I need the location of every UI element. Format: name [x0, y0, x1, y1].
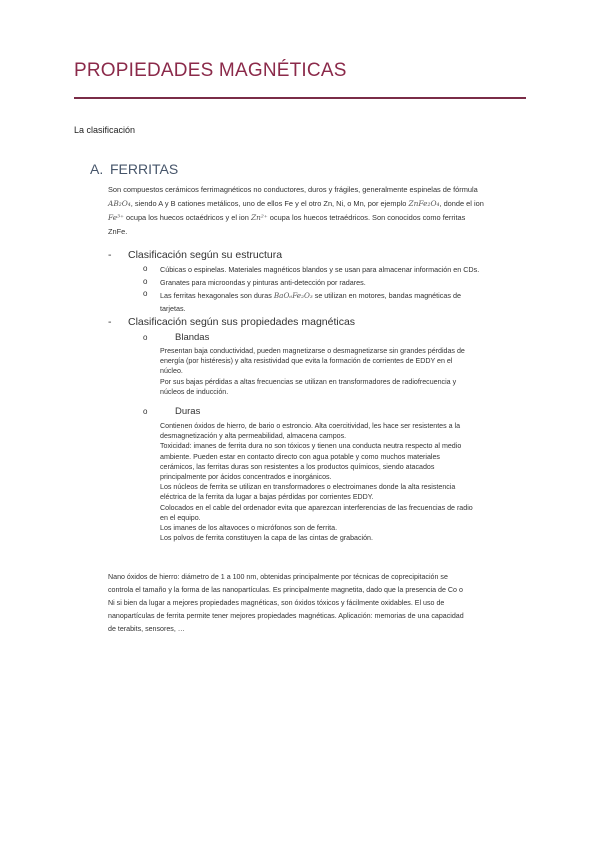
blandas-body [160, 346, 530, 397]
list-item-cubicas: Cúbicas o espinelas. Materiales magnéticos blandos y se usan para almacenar información en CDs. [160, 265, 480, 274]
intro-line-2-mid: , siendo A y B cationes metálicos, uno de ellos Fe y el otro Zn, Ni, o Mn, por ejemplo [130, 199, 407, 208]
intro-line-2 [108, 197, 528, 211]
intro-line-4: ZnFe. [108, 227, 128, 236]
bullet-marker: o [143, 277, 148, 286]
body-line: desmagnetización y alta permeabilidad, almacena campos. [160, 432, 347, 441]
body-line: cerámicos, las ferritas duras son resistentes a los productos químicos, siendo atacados [160, 462, 435, 471]
nano-paragraph [108, 571, 533, 636]
list-item-text-line2: tarjetas. [160, 304, 186, 313]
nano-line: de terabits, sensores, … [108, 625, 185, 633]
subtitle: La clasificación [74, 125, 136, 135]
body-line: Por sus bajas pérdidas a altas frecuencias se utilizan en transformadores de radiofrecuencia y [160, 377, 457, 386]
list-item-text-pre: Las ferritas hexagonales son duras [160, 291, 272, 300]
intro-line-3-end: ocupa los huecos tetraédricos. Son conocidos como ferritas [269, 213, 466, 222]
title-divider [74, 97, 526, 99]
body-line: Presentan baja conductividad, pueden magnetizarse o desmagnetizarse sin grandes pérdidas de [160, 347, 465, 355]
formula-fe3: Fe³⁺ [108, 213, 124, 222]
nano-line: nanopartículas de ferrita permite tener mejores propiedades magnéticas. Aplicación: memorias de una capacidad [108, 612, 464, 620]
nano-line: Ni si bien da lugar a mejores propiedades magnéticas, son óxidos tóxicos y fácilmente oxidables. El uso de [108, 599, 445, 607]
list-item-hexagonales [160, 289, 540, 315]
formula-ab2o4: AB₂O₄ [108, 199, 131, 208]
body-line: eléctrica de la ferrita da lugar a bajas pérdidas por corrientes EDDY. [160, 493, 374, 502]
intro-line-2-end: , donde el ion [439, 199, 484, 208]
formula-znfe2o4: ZnFe₂O₄ [408, 199, 440, 208]
body-line: Los núcleos de ferrita se utilizan en transformadores o electroimanes donde la alta resistencia [160, 483, 456, 492]
bullet-marker: o [143, 289, 148, 298]
dash-marker: - [108, 249, 112, 261]
heading-clasificacion-magneticas [108, 316, 355, 328]
intro-line-1: Son compuestos cerámicos ferrimagnéticos no conductores, duros y frágiles, generalmente espinelas de fórmula [108, 185, 478, 194]
body-line: Contienen óxidos de hierro, de bario o estroncio. Alta coercitividad, les hace ser resistentes a la [160, 422, 461, 430]
body-line: núcleos de inducción. [160, 387, 229, 396]
body-line: Los polvos de ferrita constituyen la capa de las cintas de grabación. [160, 534, 373, 543]
nano-line: controla el tamaño y la forma de las nanopartículas. Es principalmente magnetita, dado que la presencia de Co o [108, 586, 463, 594]
body-line: núcleo. [160, 367, 183, 376]
heading-clasificacion-estructura [108, 249, 282, 261]
heading-text: Blandas [175, 332, 210, 343]
section-letter: A. [90, 161, 104, 177]
list-item-text-post: se utilizan en motores, bandas magnéticas de [314, 291, 461, 300]
formula-zn2: Zn²⁺ [250, 213, 268, 222]
list-item-granates: Granates para microondas y pinturas anti-detección por radares. [160, 278, 366, 287]
body-line: principalmente por ácidos concentrados e inorgánicos. [160, 473, 332, 482]
bullet-marker: o [143, 407, 148, 416]
heading-blandas [143, 332, 209, 343]
intro-line-3 [108, 211, 528, 225]
body-line: Colocados en el cable del ordenador evita que aparezcan interferencias de las frecuencias de radio [160, 503, 473, 512]
body-line: Los imanes de los altavoces o micrófonos son de ferrita. [160, 524, 338, 533]
body-line: en el equipo. [160, 513, 201, 522]
page-title: PROPIEDADES MAGNÉTICAS [74, 60, 347, 81]
heading-text: Clasificación según su estructura [128, 249, 283, 261]
heading-duras [143, 406, 200, 417]
bullet-marker: o [143, 264, 148, 273]
heading-text: Clasificación según sus propiedades magnéticas [128, 316, 356, 328]
heading-text: Duras [175, 406, 201, 417]
intro-line-3-mid: ocupa los huecos octaédricos y el ion [126, 213, 249, 222]
intro-paragraph [108, 183, 528, 239]
section-title: FERRITAS [110, 161, 179, 177]
section-heading-ferritas [90, 161, 178, 177]
formula-bao6fe2o3: BaO₆Fe₂O₃ [273, 291, 313, 300]
body-line: energía (por histéresis) y alta resistividad que evita la formación de corrientes de EDDY en el [160, 357, 453, 366]
body-line: ambiente. Pueden estar en contacto directo con agua potable y como muchos materiales [160, 452, 440, 461]
body-line: Toxicidad: imanes de ferrita dura no son tóxicos y tienen una conducta neutra respecto al medio [160, 442, 462, 451]
dash-marker: - [108, 316, 112, 328]
duras-body [160, 421, 530, 543]
bullet-marker: o [143, 333, 148, 342]
nano-line: Nano óxidos de hierro: diámetro de 1 a 100 nm, obtenidas principalmente por técnicas de coprecipitación se [108, 573, 448, 581]
